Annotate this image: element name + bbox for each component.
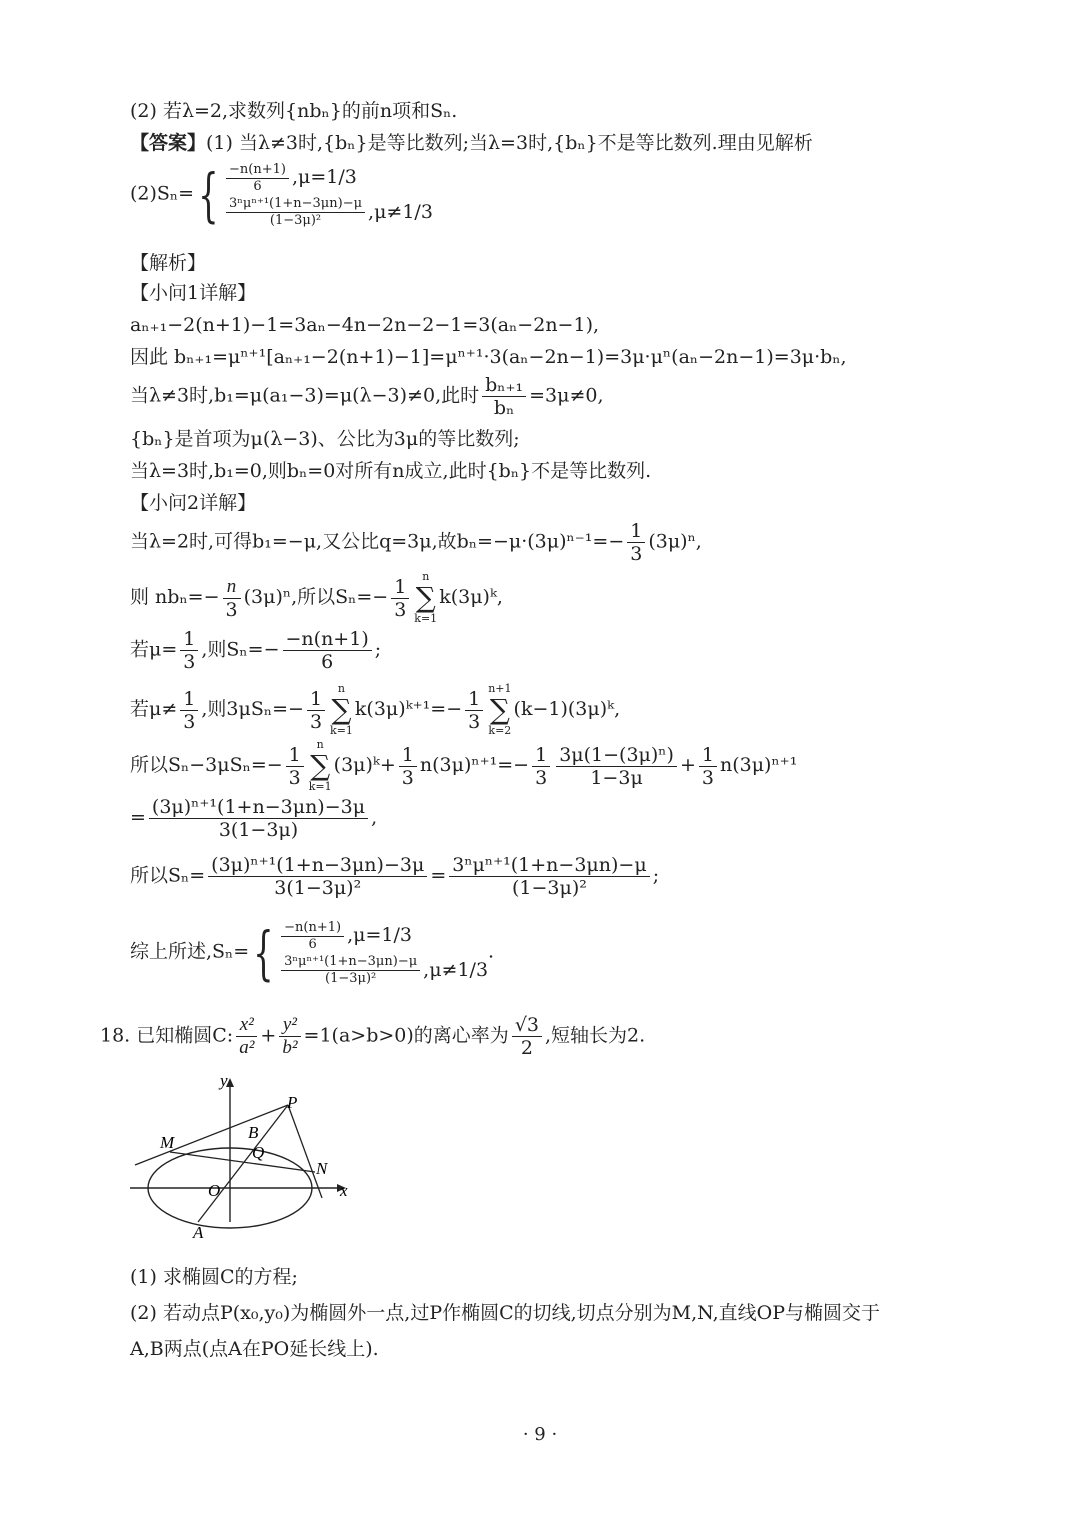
label-m: M (160, 1133, 175, 1152)
s2-line6: = $\frac{\text{(3μ)ⁿ⁺¹(1+n−3μn)−3μ}}{3(1-3\mu)}$ , (130, 796, 378, 841)
subquestion1-label: 【小问1详解】 (130, 282, 257, 304)
label-o: O (208, 1181, 221, 1200)
question-part2: (2) 若λ=2,求数列{nbₙ}的前n项和Sₙ. (130, 100, 458, 122)
label-b: B (248, 1123, 259, 1142)
s1-line5: 当λ=3时,b₁=0,则bₙ=0对所有n成立,此时{bₙ}不是等比数列. (130, 460, 652, 482)
answer-line (130, 130, 813, 156)
s1-line2: 因此 bₙ₊₁=μⁿ⁺¹[aₙ₊₁−2(n+1)−1]=μⁿ⁺¹·3(aₙ−2n−1)=3μ·μⁿ(aₙ−2n−1)=3μ·bₙ, (130, 346, 847, 368)
label-y: y (220, 1071, 228, 1090)
s2-line1: 当λ=2时,可得b₁=−μ,又公比q=3μ,故bₙ=−μ·(3μ)ⁿ⁻¹=− $\frac{1}{3}$ (3μ)ⁿ, (130, 520, 702, 565)
ellipse-figure (130, 1070, 360, 1240)
subquestion2-label: 【小问2详解】 (130, 492, 257, 514)
s2-line2: 则 nbₙ=− $\frac{n}{3}$ (3μ)ⁿ,所以Sₙ=− $\frac{1}{3}$ n ∑ k=1 k(3μ)ᵏ, (130, 570, 503, 625)
s2-summary: 综上所述,Sₙ={ $\frac{-n(n+1)}{6}$ ,μ=1/3 $\frac{\text{3ⁿμⁿ⁺¹(1+n−3μn)−μ}}{\text{(1−3μ)²}}$ ,μ≠1/3 . (130, 918, 495, 987)
page-number: · 9 · (522, 1424, 558, 1445)
s1-line1: aₙ₊₁−2(n+1)−1=3aₙ−4n−2n−2−1=3(aₙ−2n−1), (130, 314, 600, 336)
s2-line3: 若μ= $\frac{1}{3}$ ,则Sₙ=− $\frac{-n(n+1)}{6}$ ; (130, 628, 382, 673)
s1-line3: 当λ≠3时,b₁=μ(a₁−3)=μ(λ−3)≠0,此时 $\frac{\text{bₙ₊₁}}{\text{bₙ}}$ =3μ≠0, (130, 374, 604, 419)
q18-part2-cont: A,B两点(点A在PO延长线上). (130, 1338, 379, 1360)
s1-line4: {bₙ}是首项为μ(λ−3)、公比为3μ的等比数列; (130, 428, 520, 450)
analysis-label: 【解析】 (130, 252, 207, 274)
tangent-line-pn (288, 1105, 322, 1198)
s2-line4: 若μ≠ $\frac{1}{3}$ ,则3μSₙ=− $\frac{1}{3}$ n ∑ k=1 k(3μ)ᵏ⁺¹=− $\frac{1}{3}$ n+1 ∑ k=2 (k−1)(3μ)ᵏ, (130, 682, 621, 737)
s2-line5: 所以Sₙ−3μSₙ=− $\frac{1}{3}$ n ∑ k=1 (3μ)ᵏ+ $\frac{1}{3}$ n(3μ)ⁿ⁺¹=− $\frac{1}{3}$ $\frac{\text{3μ(1−(3μ)ⁿ)}}{1-3\mu}$ + $\frac{1}{3}$ n(3μ)ⁿ⁺¹ (130, 738, 798, 793)
label-n: N (316, 1159, 328, 1178)
s2-line7: 所以Sₙ= $\frac{\text{(3μ)ⁿ⁺¹(1+n−3μn)−3μ}}{\text{3(1−3μ)²}}$ = $\frac{\text{3ⁿμⁿ⁺¹(1+n−3μn)−μ}}{\text{(1−3μ)²}}$ ; (130, 854, 660, 899)
answer-part1: (1) 当λ≠3时,{bₙ}是等比数列;当λ=3时,{bₙ}不是等比数列.理由见解析 (206, 132, 813, 154)
question-18: 18. 已知椭圆C: $\frac{\text{x²}}{\text{a²}}$ + $\frac{\text{y²}}{\text{b²}}$ =1(a>b>0)的离心率为 $\frac{√3}{2}$ ,短轴长为2. (100, 1014, 646, 1059)
label-p: P (287, 1093, 298, 1112)
answer-label: 【答案】 (130, 132, 207, 154)
answer-part2: (2)Sₙ={ $\frac{-n(n+1)}{6}$ ,μ=1/3 $\frac{\text{3ⁿμⁿ⁺¹(1+n−3μn)−μ}}{\text{(1−3μ)²}}$ ,μ≠1/3 (130, 160, 433, 229)
label-a: A (193, 1223, 204, 1240)
q18-part1: (1) 求椭圆C的方程; (130, 1266, 298, 1288)
label-q: Q (252, 1143, 265, 1162)
label-x: x (340, 1181, 348, 1200)
q18-part2: (2) 若动点P(x₀,y₀)为椭圆外一点,过P作椭圆C的切线,切点分别为M,N,直线OP与椭圆交于 (130, 1302, 880, 1324)
